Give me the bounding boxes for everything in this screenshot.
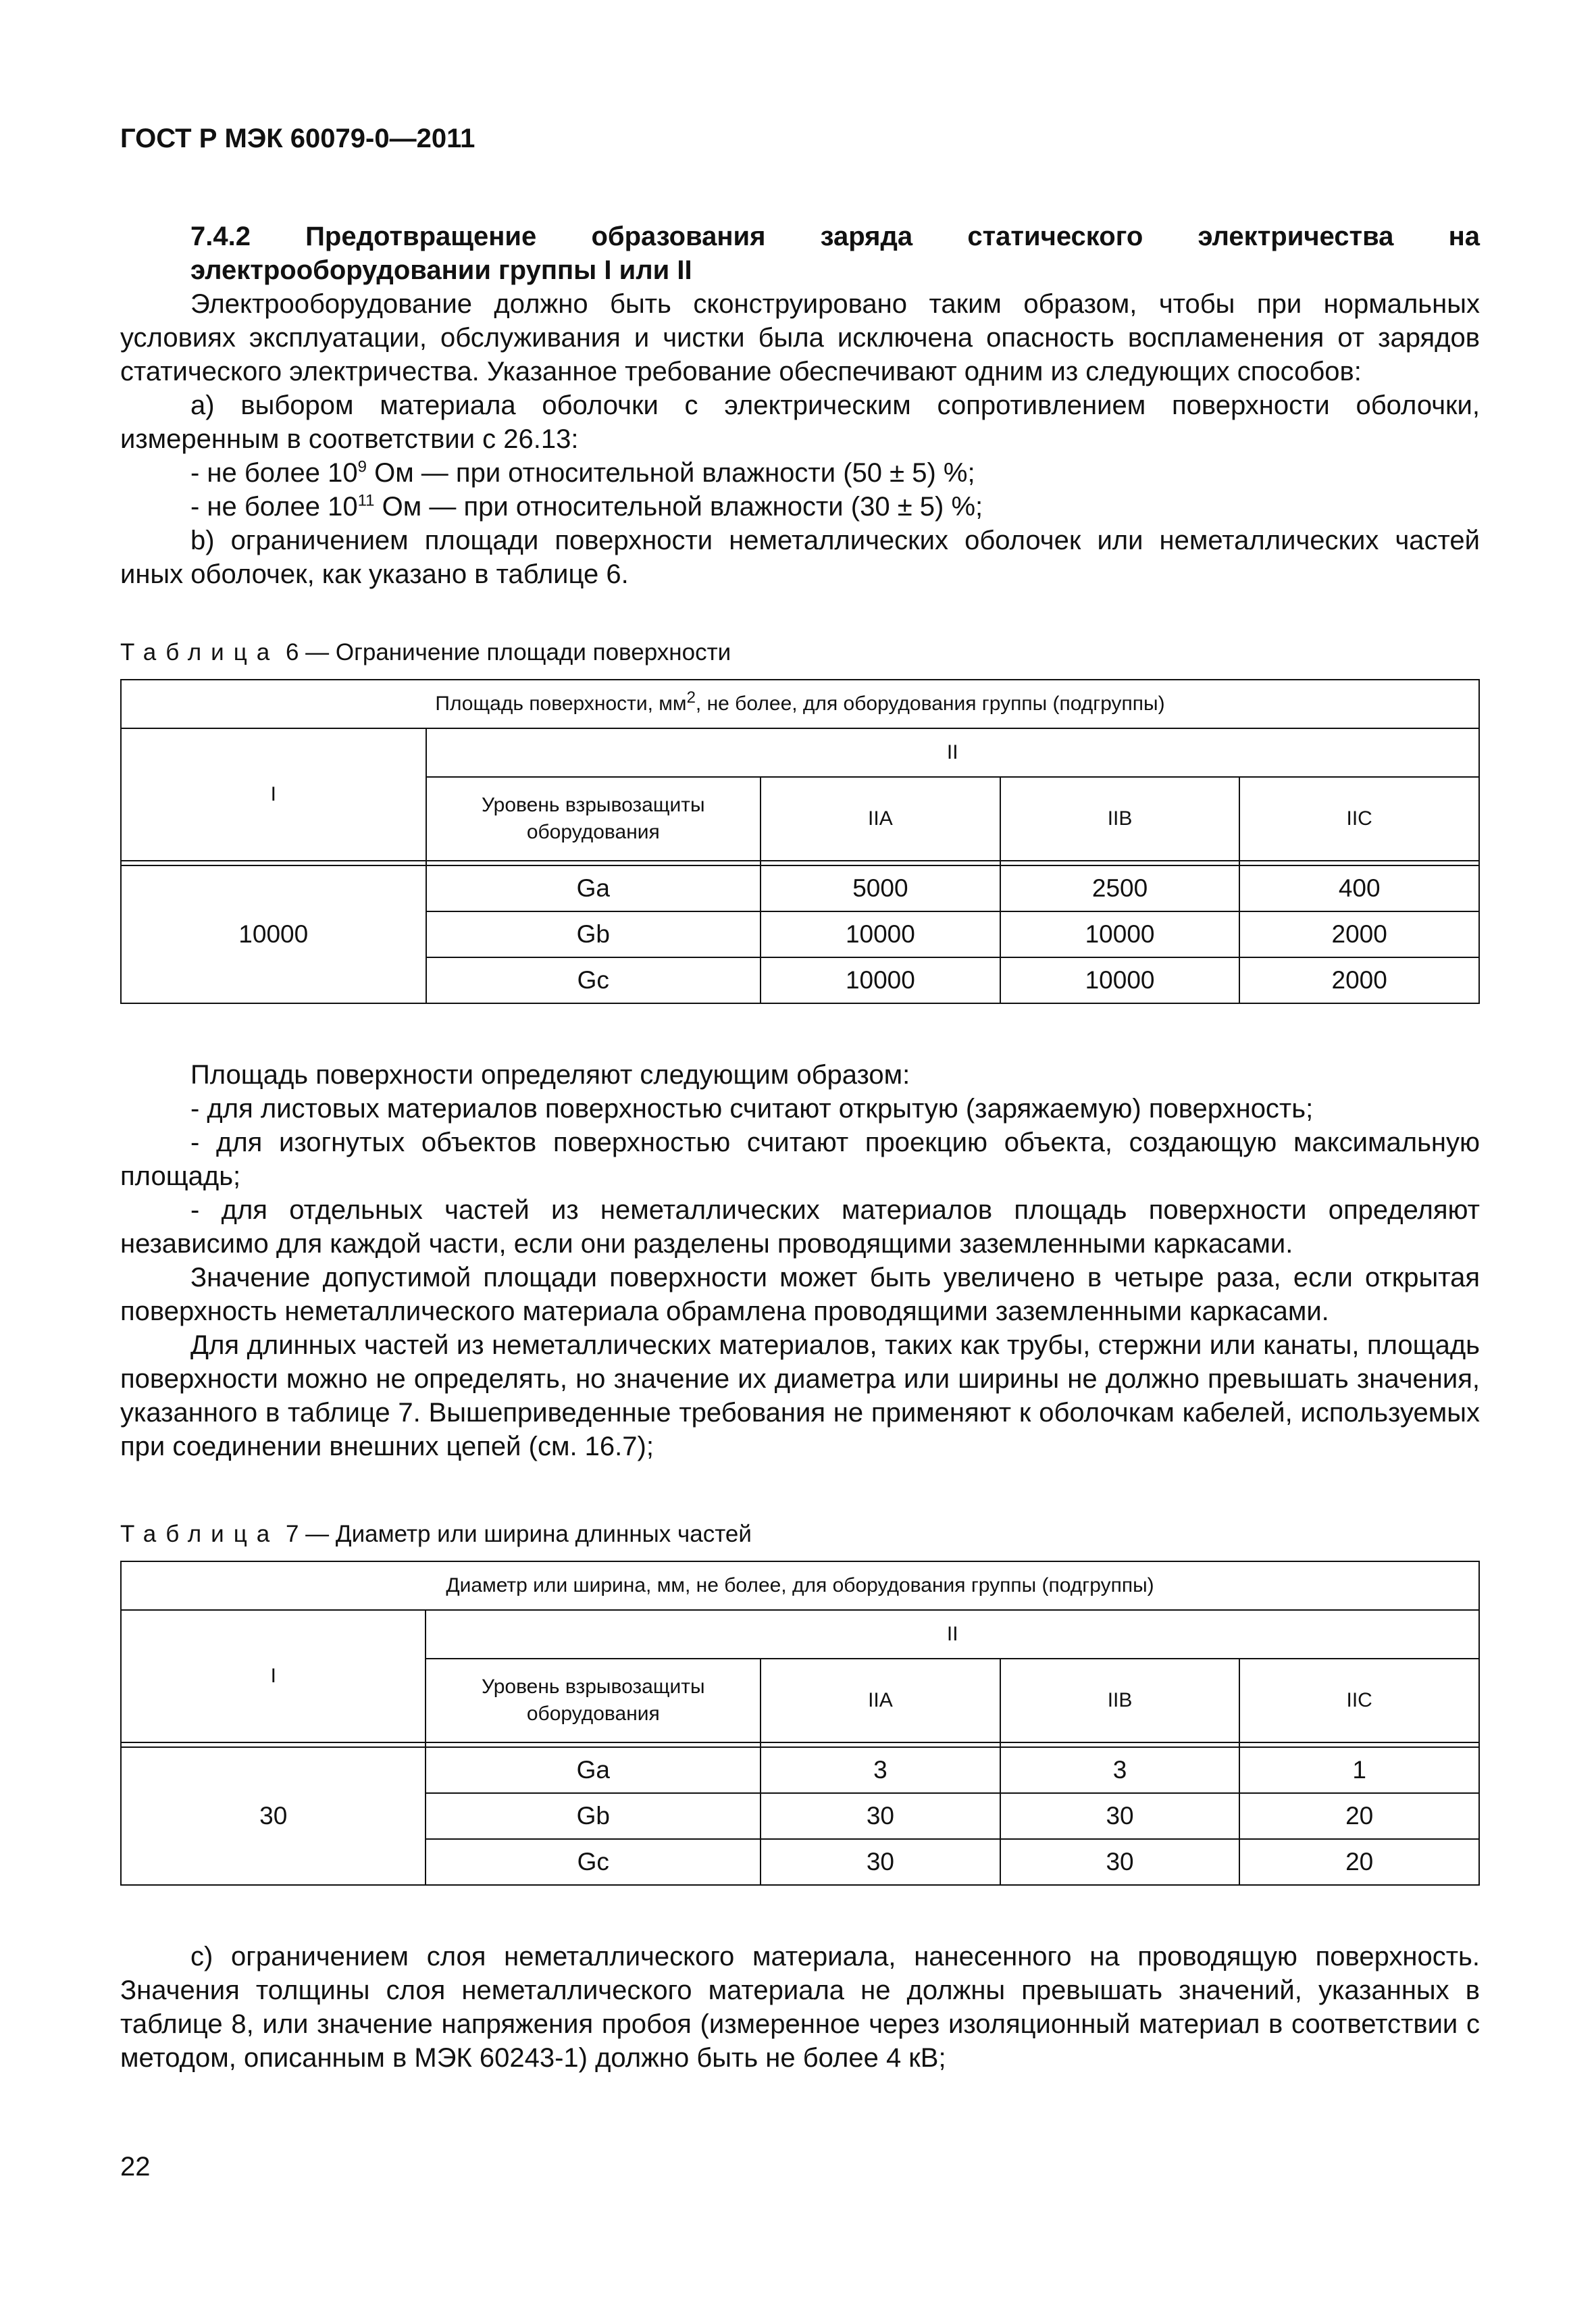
item-a: а) выбором материала оболочки с электрическим сопротивлением поверхности оболочки, измеренным в соответствии с 26.13:	[120, 391, 1480, 454]
table-cell: 3	[761, 1747, 1000, 1793]
table7-sub-header: IIC	[1239, 1659, 1479, 1742]
table-cell: Gc	[426, 1839, 761, 1885]
table6-level-header: Уровень взрывозащиты оборудования	[426, 777, 761, 861]
table7-group1-header: I	[121, 1610, 426, 1742]
table6-group2-header: II	[426, 728, 1480, 777]
table7-head: Диаметр или ширина, мм, не более, для оборудования группы (подгруппы)	[121, 1561, 1479, 1610]
table7	[120, 1561, 1480, 1886]
table-cell: 30	[1000, 1793, 1240, 1839]
final-section	[120, 1940, 1480, 2075]
table-cell: Gb	[426, 911, 761, 957]
table-cell: Ga	[426, 865, 761, 911]
table-cell: 2000	[1239, 957, 1479, 1003]
table-cell: 400	[1239, 865, 1479, 911]
table7-level-header: Уровень взрывозащиты оборудования	[426, 1659, 761, 1742]
area-increase-paragraph: Значение допустимой площади поверхности может быть увеличено в четыре раза, если открытая поверхность неметаллического материала обрамлена проводящими заземленными каркасами.	[120, 1263, 1480, 1326]
table6-sub-header: IIB	[1000, 777, 1240, 861]
table-row	[121, 865, 1479, 911]
table6-sub-header: IIA	[761, 777, 1000, 861]
list-item-resistance-2: - не более $10^{11}$ Ом — при относительной влажности (30 ± 5) %;	[190, 491, 983, 522]
intro-paragraph: Электрооборудование должно быть сконструировано таким образом, чтобы при нормальных условиях эксплуатации, обслуживания и чистки была исключена опасность воспламенения от зарядов статического электричества. Указанное требование обеспечивают одним из следующих способов:	[120, 289, 1480, 386]
table6-caption: Таблица 6 — Ограничение площади поверхности	[120, 639, 731, 665]
table6-group1-value: 10000	[121, 865, 426, 1003]
table-cell: 30	[761, 1793, 1000, 1839]
table6-head: Площадь поверхности, $мм^2$, не более, для оборудования группы (подгруппы)	[121, 680, 1479, 728]
section-title-line1: 7.4.2 Предотвращение образования заряда статического электричества на	[190, 222, 1480, 251]
table-cell: Gb	[426, 1793, 761, 1839]
middle-section	[120, 1058, 1480, 1463]
table-cell: 30	[761, 1839, 1000, 1885]
section-title-line2: электрооборудовании группы I или II	[190, 255, 692, 285]
table-cell: 1	[1239, 1747, 1479, 1793]
table6-sub-header: IIC	[1239, 777, 1479, 861]
table6-group1-header: I	[121, 728, 426, 861]
table7-group2-header: II	[426, 1610, 1479, 1659]
item-b: b) ограничением площади поверхности неметаллических оболочек или неметаллических частей иных оболочек, как указано в таблице 6.	[120, 526, 1480, 589]
table7-sub-header: IIB	[1000, 1659, 1240, 1742]
table7-caption: Таблица 7 — Диаметр или ширина длинных частей	[120, 1521, 752, 1547]
table7-sub-header: IIA	[761, 1659, 1000, 1742]
table-cell: 2500	[1000, 865, 1240, 911]
table-cell: 10000	[1000, 911, 1240, 957]
table-cell: 10000	[761, 911, 1000, 957]
table-cell: 10000	[761, 957, 1000, 1003]
table-row	[121, 1747, 1479, 1793]
area-rule-1: - для листовых материалов поверхностью считают открытую (заряжаемую) поверхность;	[190, 1094, 1314, 1124]
table-cell: 10000	[1000, 957, 1240, 1003]
table-cell: 3	[1000, 1747, 1240, 1793]
document-header: ГОСТ Р МЭК 60079-0—2011	[120, 124, 475, 153]
area-rule-3: - для отдельных частей из неметаллических материалов площадь поверхности определяют независимо для каждой части, если они разделены проводящими заземленными каркасами.	[120, 1195, 1480, 1259]
table-cell: 5000	[761, 865, 1000, 911]
table-cell: Ga	[426, 1747, 761, 1793]
table-cell: 20	[1239, 1839, 1479, 1885]
table6	[120, 679, 1480, 1004]
area-definition: Площадь поверхности определяют следующим образом:	[190, 1060, 910, 1090]
table7-group1-value: 30	[121, 1747, 426, 1885]
section-title	[190, 220, 1480, 287]
long-parts-paragraph: Для длинных частей из неметаллических материалов, таких как трубы, стержни или канаты, площадь поверхности можно не определять, но значение их диаметра или ширины не должно превышать значения, указанного в таблице 7. Вышеприведенные требования не применяют к оболочкам кабелей, используемых при соединении внешних цепей (см. 16.7);	[120, 1330, 1480, 1461]
table-cell: 2000	[1239, 911, 1479, 957]
table-cell: 20	[1239, 1793, 1479, 1839]
area-rule-2: - для изогнутых объектов поверхностью считают проекцию объекта, создающую максимальную площадь;	[120, 1128, 1480, 1191]
item-c: с) ограничением слоя неметаллического материала, нанесенного на проводящую поверхность. Значения толщины слоя неметаллического материала не должны превышать значений, указанных в таблице 8, или значение напряжения пробоя (измеренное через изоляционный материал в соответствии с методом, описанным в МЭК 60243-1) должно быть не более 4 кВ;	[120, 1942, 1480, 2073]
table-cell: 30	[1000, 1839, 1240, 1885]
list-item-resistance-1: - не более $10^9$ Ом — при относительной влажности (50 ± 5) %;	[190, 457, 975, 488]
page-number: 22	[120, 2152, 151, 2182]
table-cell: Gc	[426, 957, 761, 1003]
